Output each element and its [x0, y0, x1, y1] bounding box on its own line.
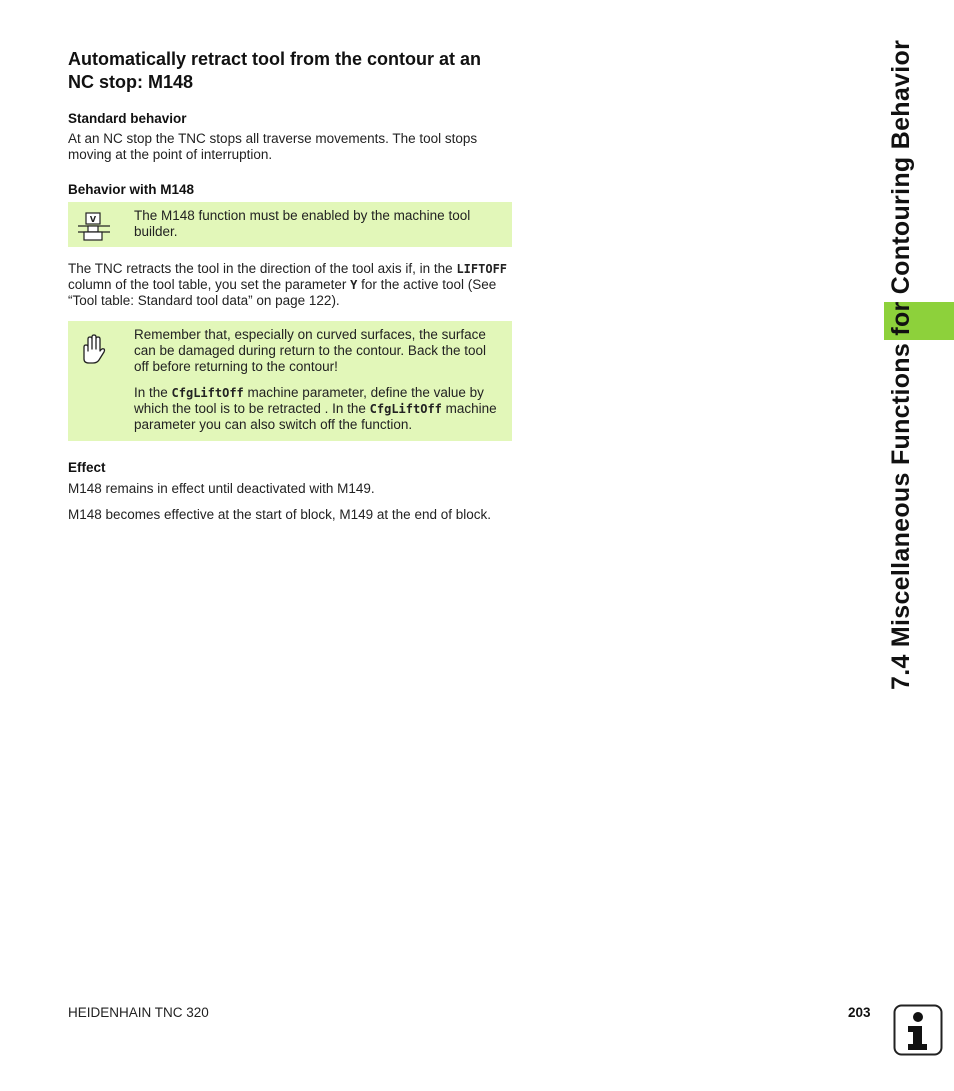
chapter-side-title: 7.4 Miscellaneous Functions for Contouring Behavior — [887, 39, 915, 690]
standard-behavior-heading: Standard behavior — [68, 111, 187, 126]
hand-note — [68, 321, 512, 441]
svg-text:V: V — [89, 215, 97, 224]
effect-text-2: M148 becomes effective at the start of block, M149 at the end of block. — [68, 507, 491, 522]
machine-note — [68, 202, 512, 247]
effect-text-1: M148 remains in effect until deactivated with M149. — [68, 481, 375, 496]
page-number: 203 — [848, 1005, 871, 1020]
liftoff-text-b: column of the tool table, you set the parameter — [68, 277, 351, 292]
standard-behavior-text: At an NC stop the TNC stops all traverse movements. The tool stops moving at the point of interruption. — [68, 131, 478, 162]
hand-note-text-2c: machine parameter you can also switch off the function. — [134, 401, 497, 432]
main-content — [68, 48, 512, 523]
liftoff-text-a: The TNC retracts the tool in the direction of the tool axis if, in the — [68, 261, 457, 276]
liftoff-text-c: for the active tool (See “Tool table: Standard tool data” on page 122). — [68, 277, 497, 308]
machine-tool-icon — [76, 212, 112, 244]
cfgliftoff-code-1: CfgLiftOff — [171, 386, 244, 400]
pointing-hand-icon — [76, 333, 112, 365]
hand-note-text-2b: machine parameter, define the value by which the tool is to be retracted . In the — [134, 385, 484, 416]
liftoff-paragraph — [68, 261, 512, 309]
hand-note-text-1: Remember that, especially on curved surfaces, the surface can be damaged during return to the contour. Back the tool off before returning to the contour! — [134, 327, 486, 374]
y-code: Y — [350, 278, 358, 292]
behavior-m148-heading: Behavior with M148 — [68, 182, 195, 197]
liftoff-code: LIFTOFF — [456, 262, 508, 276]
effect-heading: Effect — [68, 460, 106, 475]
machine-note-text: The M148 function must be enabled by the machine tool builder. — [134, 208, 471, 239]
hand-note-text-2a: In the — [134, 385, 172, 400]
info-icon — [893, 1004, 943, 1056]
hand-note-text-2 — [134, 385, 500, 433]
cfgliftoff-code-2: CfgLiftOff — [369, 402, 442, 416]
footer-product: HEIDENHAIN TNC 320 — [68, 1005, 209, 1020]
section-heading: Automatically retract tool from the contour at an NC stop: M148 — [68, 49, 482, 92]
